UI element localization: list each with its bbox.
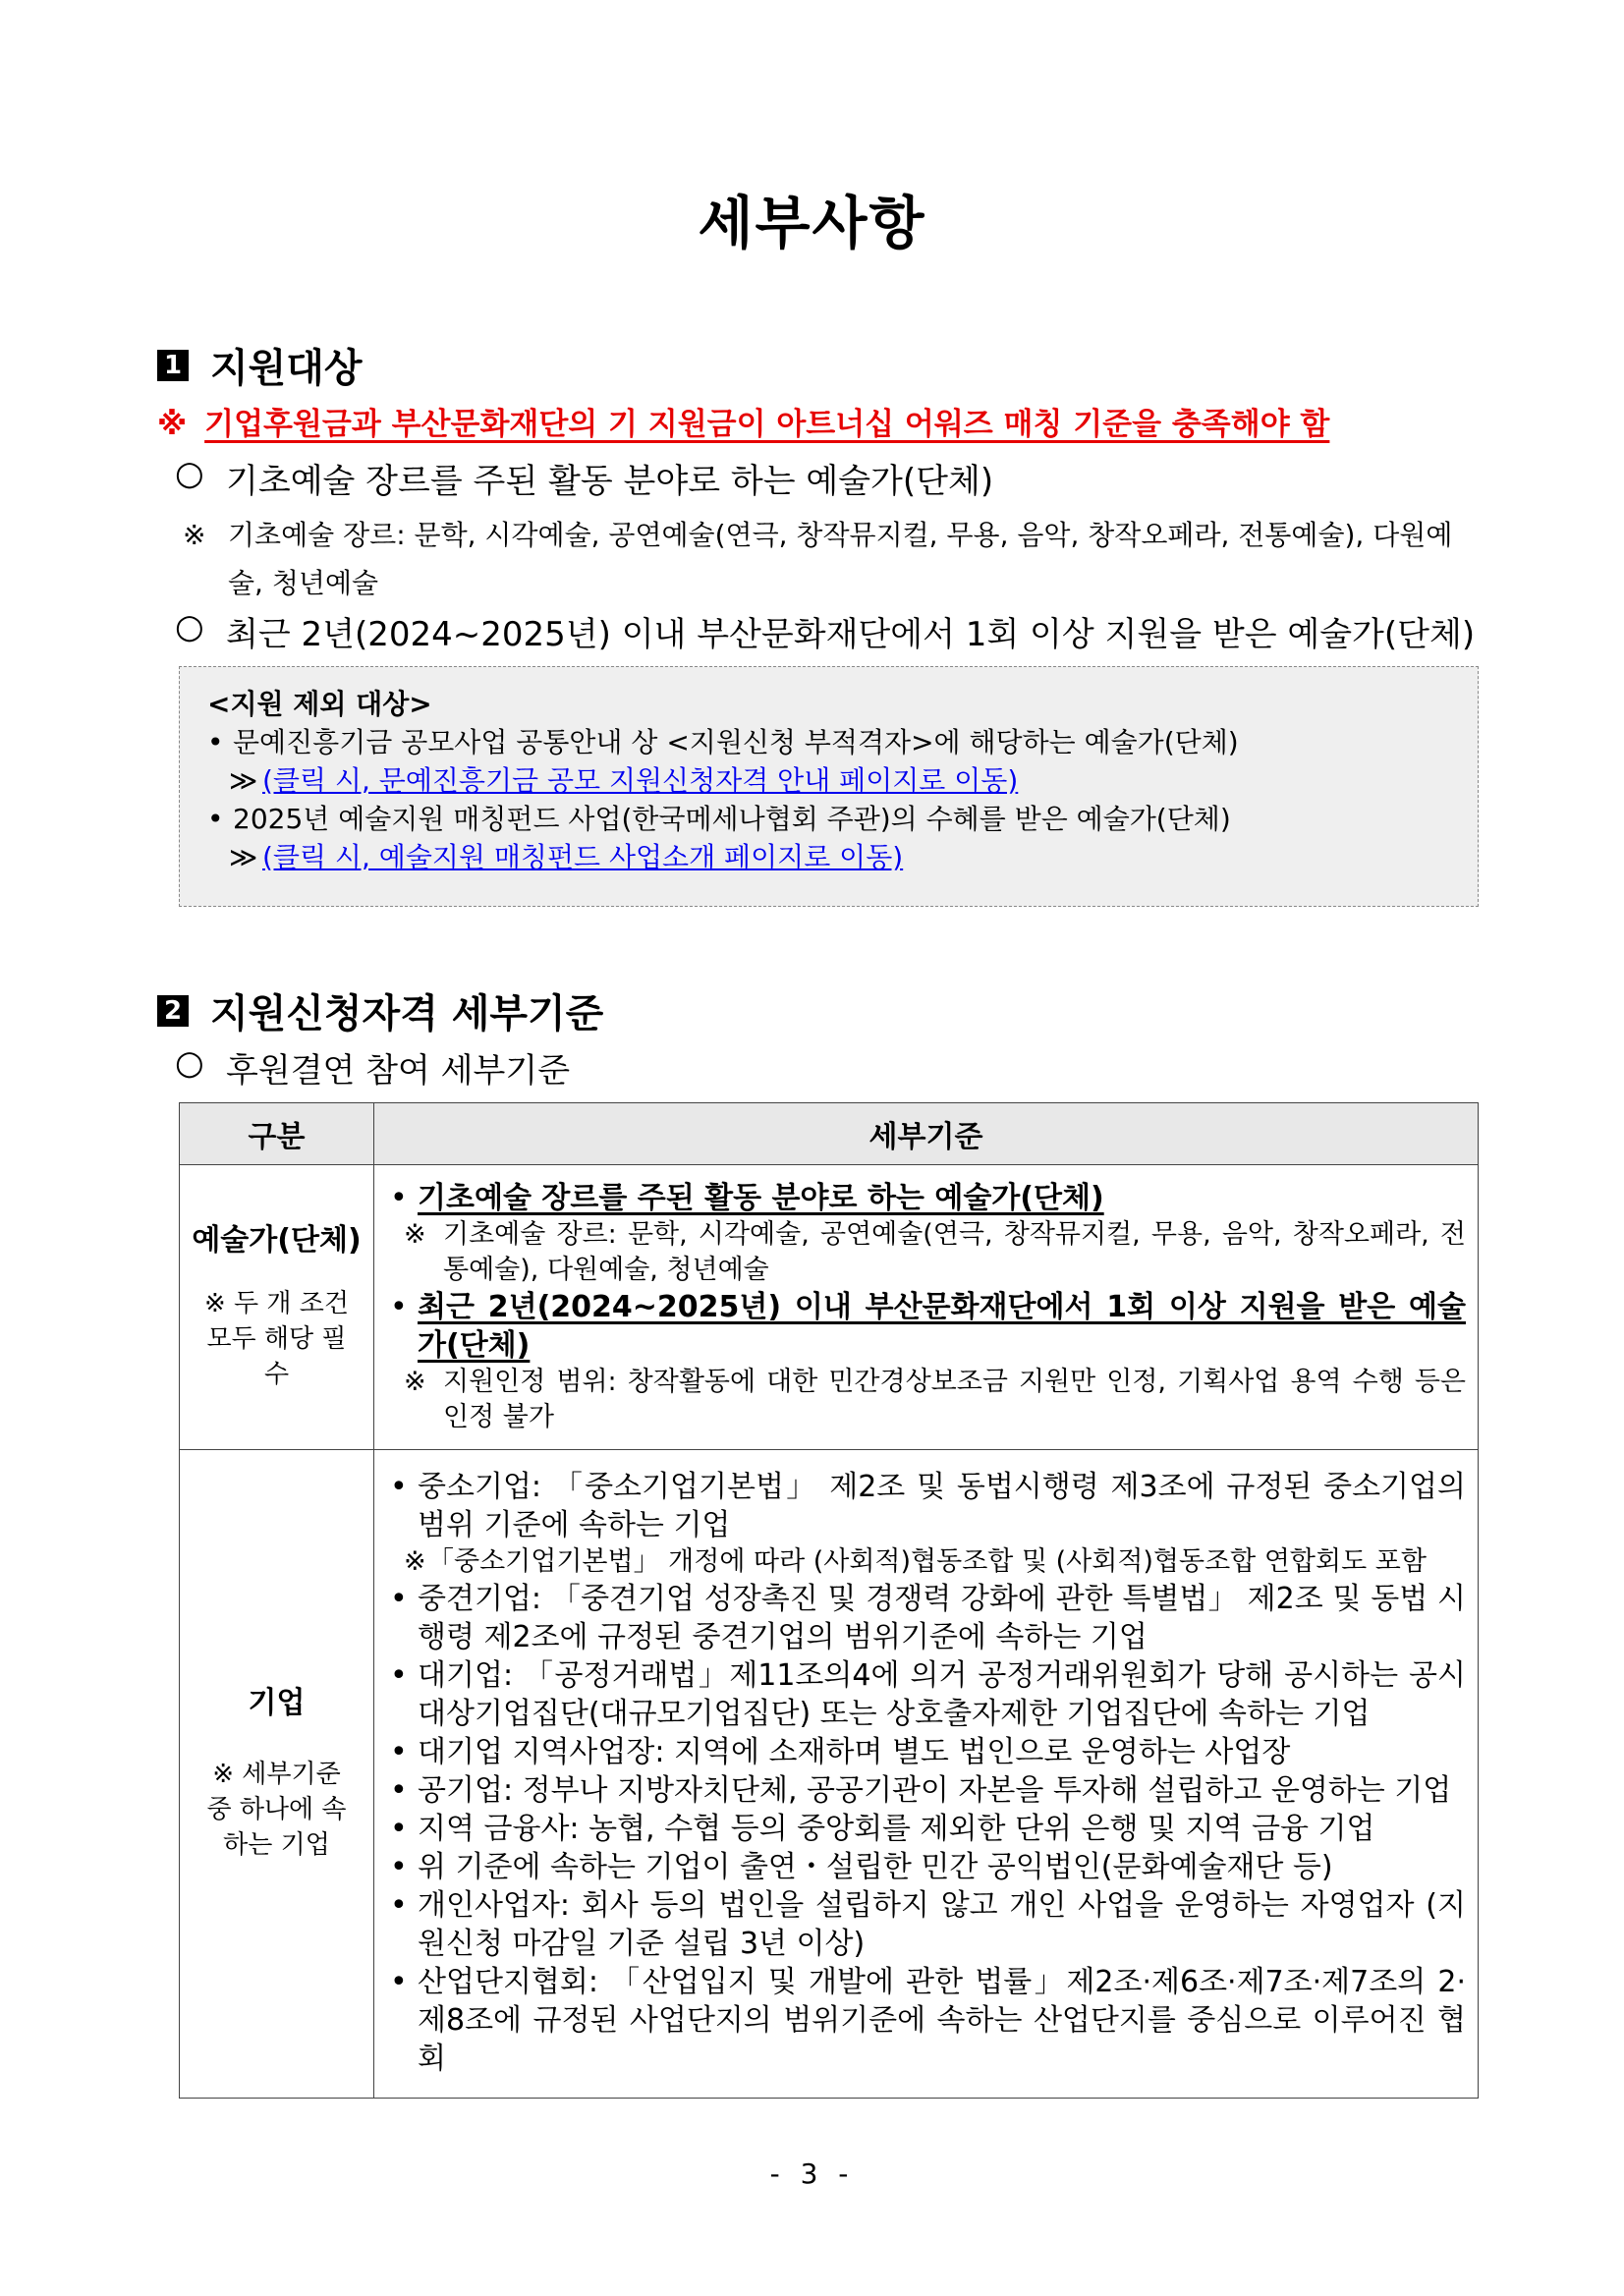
circle-bullet: ○	[175, 1043, 204, 1083]
criteria-item-text: 지역 금융사: 농협, 수협 등의 중앙회를 제외한 단위 은행 및 지역 금융 기업	[418, 1812, 1375, 1846]
target-item	[175, 454, 1482, 502]
criteria-item	[390, 1886, 1466, 1963]
bullet: •	[207, 803, 224, 835]
target-item-text: 최근 2년(2024~2025년) 이내 부산문화재단에서 1회 이상 지원을 받은 예술가(단체)	[226, 615, 1476, 654]
criteria-item-text: 중견기업: 「중견기업 성장촉진 및 경쟁력 강화에 관한 특별법」 제2조 및 동법 시행령 제2조에 규정된 중견기업의 범위기준에 속하는 기업	[418, 1582, 1466, 1654]
exclusion-link-row	[207, 761, 1450, 800]
table-row	[180, 1450, 1479, 2099]
exclusion-item	[207, 723, 1450, 761]
criteria-item-text: 위 기준에 속하는 기업이 출연・설립한 민간 공익법인(문화예술재단 등)	[418, 1850, 1333, 1884]
table-row	[180, 1165, 1479, 1450]
bullet: •	[390, 1582, 408, 1616]
bullet: •	[390, 1965, 408, 1999]
criteria-item-text: 기초예술 장르를 주된 활동 분야로 하는 예술가(단체)	[418, 1181, 1104, 1215]
column-header: 세부기준	[374, 1103, 1479, 1165]
column-header: 구분	[180, 1103, 374, 1165]
genre-note-text: 기초예술 장르: 문학, 시각예술, 공연예술(연극, 창작뮤지컬, 무용, 음악, 창작오페라, 전통예술), 다원예술, 청년예술	[228, 519, 1453, 599]
bullet: •	[390, 1658, 408, 1693]
reference-mark: ※	[404, 1367, 426, 1397]
reference-mark: ※	[404, 1219, 426, 1250]
criteria-cell-artist	[374, 1165, 1479, 1450]
category-note: ※ 두 개 조건 모두 해당 필수	[203, 1288, 350, 1389]
table-header-row	[180, 1103, 1479, 1165]
section-2-number: 2	[157, 995, 189, 1027]
circle-bullet: ○	[175, 454, 204, 493]
category-label: 기업	[248, 1685, 306, 1720]
criteria-item	[390, 1810, 1466, 1848]
exclusion-link[interactable]: (클릭 시, 문예진흥기금 공모 지원신청자격 안내 페이지로 이동)	[262, 764, 1019, 797]
criteria-item	[390, 1656, 1466, 1733]
criteria-item	[390, 1963, 1466, 2078]
criteria-item	[390, 1288, 1466, 1365]
section-1-number: 1	[157, 350, 189, 381]
criteria-subnote-text: 지원인정 범위: 창작활동에 대한 민간경상보조금 지원만 인정, 기획사업 용역 수행 등은 인정 불가	[443, 1367, 1466, 1432]
criteria-item	[390, 1468, 1466, 1544]
reference-mark: ※	[183, 519, 206, 551]
criteria-item	[390, 1771, 1466, 1810]
bullet: •	[390, 1181, 408, 1215]
category-label: 예술가(단체)	[192, 1222, 362, 1258]
criteria-item	[390, 1733, 1466, 1771]
section-1-title: 지원대상	[210, 346, 363, 391]
criteria-subnote-text: 「중소기업기본법」 개정에 따라 (사회적)협동조합 및 (사회적)협동조합 연합회도 포함	[427, 1546, 1427, 1577]
section-1-heading	[157, 337, 363, 393]
section-2-heading	[157, 982, 603, 1038]
red-notice-text: 기업후원금과 부산문화재단의 기 지원금이 아트너십 어워즈 매칭 기준을 충족해야 함	[204, 407, 1330, 442]
bullet: •	[390, 1773, 408, 1808]
reference-mark: ※	[404, 1546, 426, 1577]
criteria-cell-company	[374, 1450, 1479, 2099]
genre-note	[183, 511, 1482, 607]
criteria-item-text: 공기업: 정부나 지방자치단체, 공공기관이 자본을 투자해 설립하고 운영하는 기업	[418, 1773, 1452, 1808]
bullet: •	[390, 1290, 408, 1324]
criteria-item-text: 대기업 지역사업장: 지역에 소재하며 별도 법인으로 운영하는 사업장	[418, 1735, 1291, 1769]
bullet: •	[390, 1888, 408, 1923]
criteria-item-text: 개인사업자: 회사 등의 법인을 설립하지 않고 개인 사업을 운영하는 자영업자 (지원신청 마감일 기준 설립 3년 이상)	[418, 1888, 1466, 1961]
category-cell-artist	[180, 1165, 374, 1450]
bullet: •	[390, 1812, 408, 1846]
bullet: •	[390, 1850, 408, 1884]
arrow: ≫	[229, 841, 258, 873]
criteria-item-text: 최근 2년(2024~2025년) 이내 부산문화재단에서 1회 이상 지원을 받은 예술가(단체)	[418, 1290, 1466, 1363]
criteria-subnote	[390, 1217, 1466, 1288]
criteria-item-text: 중소기업: 「중소기업기본법」 제2조 및 동법시행령 제3조에 규정된 중소기업의 범위 기준에 속하는 기업	[418, 1470, 1466, 1542]
target-item-text: 기초예술 장르를 주된 활동 분야로 하는 예술가(단체)	[226, 462, 994, 501]
exclusion-item-text: 문예진흥기금 공모사업 공통안내 상 <지원신청 부적격자>에 해당하는 예술가(단체)	[233, 726, 1239, 758]
exclusion-heading: <지원 제외 대상>	[207, 688, 432, 720]
reference-mark: ※	[157, 407, 188, 442]
circle-bullet: ○	[175, 607, 204, 646]
exclusion-box	[179, 666, 1479, 907]
criteria-subheading	[175, 1043, 570, 1092]
exclusion-item	[207, 800, 1450, 838]
criteria-table	[179, 1102, 1479, 2099]
criteria-item	[390, 1580, 1466, 1656]
criteria-item	[390, 1179, 1466, 1217]
target-item	[175, 607, 1482, 655]
red-notice	[157, 399, 1329, 443]
criteria-subnote	[390, 1365, 1466, 1435]
page-number: - 3 -	[769, 2157, 855, 2190]
exclusion-link[interactable]: (클릭 시, 예술지원 매칭펀드 사업소개 페이지로 이동)	[262, 841, 904, 873]
page-title: 세부사항	[698, 190, 926, 256]
bullet: •	[390, 1735, 408, 1769]
section-2-title: 지원신청자격 세부기준	[210, 991, 604, 1036]
category-cell-company	[180, 1450, 374, 2099]
arrow: ≫	[229, 764, 258, 797]
bullet: •	[390, 1470, 408, 1504]
criteria-item-text: 대기업: 「공정거래법」제11조의4에 의거 공정거래위원회가 당해 공시하는 공시대상기업집단(대규모기업집단) 또는 상호출자제한 기업집단에 속하는 기업	[418, 1658, 1466, 1731]
criteria-item-text: 산업단지협회: 「산업입지 및 개발에 관한 법률」제2조·제6조·제7조·제7조의 2·제8조에 규정된 사업단지의 범위기준에 속하는 산업단지를 중심으로 이루어진 협회	[418, 1965, 1466, 2076]
exclusion-item-text: 2025년 예술지원 매칭펀드 사업(한국메세나협회 주관)의 수혜를 받은 예술가(단체)	[233, 803, 1231, 835]
criteria-subnote-text: 기초예술 장르: 문학, 시각예술, 공연예술(연극, 창작뮤지컬, 무용, 음악, 창작오페라, 전통예술), 다원예술, 청년예술	[443, 1219, 1466, 1285]
category-note: ※ 세부기준 중 하나에 속하는 기업	[206, 1759, 347, 1860]
criteria-subnote	[390, 1544, 1466, 1580]
criteria-subheading-text: 후원결연 참여 세부기준	[226, 1051, 571, 1091]
bullet: •	[207, 726, 224, 758]
exclusion-link-row	[207, 838, 1450, 876]
criteria-item	[390, 1848, 1466, 1886]
